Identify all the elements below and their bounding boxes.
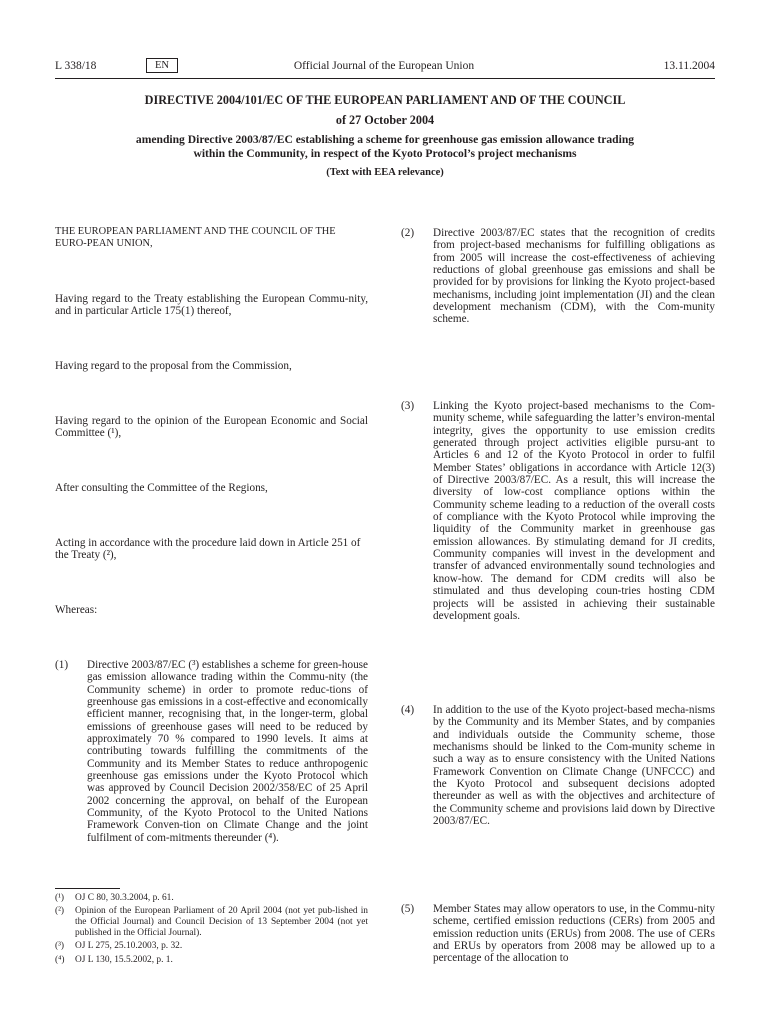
directive-subtitle-line2: within the Community, in respect of the Kyoto Protocol’s project mechanisms <box>193 147 577 160</box>
recital-4-text: In addition to the use of the Kyoto project-based mecha-nisms by the Community and its Member States, and by companies and individuals outside the Community scheme, those mechanisms should be linked to the Com-munity scheme in such a way as to ensure consistency with the United Nations Framework Convention on Climate Change (UNFCCC) and the Kyoto Protocol and subsequent decisions adopted thereunder as well as with the objectives and architecture of the Community scheme and provisions laid down by Directive 2003/87/EC. <box>433 704 715 828</box>
citation-esc-opinion: Having regard to the opinion of the European Economic and Social Committee (¹), <box>55 415 368 440</box>
footnote-2-text: Opinion of the European Parliament of 20 April 2004 (not yet pub-lished in the Official Journal) and Council Decision of 13 September 2004 (not yet published in the Official Journal). <box>75 906 368 939</box>
footnote-2-number: (²) <box>55 906 65 916</box>
preamble-parties: THE EUROPEAN PARLIAMENT AND THE COUNCIL OF THE EURO-PEAN UNION, <box>55 226 336 250</box>
citation-procedure: Acting in accordance with the procedure laid down in Article 251 of the Treaty (²), <box>55 537 361 562</box>
eea-relevance-note: (Text with EEA relevance) <box>326 167 444 178</box>
directive-title: DIRECTIVE 2004/101/EC OF THE EUROPEAN PARLIAMENT AND OF THE COUNCIL <box>144 93 626 107</box>
recital-3-text: Linking the Kyoto project-based mechanisms to the Com-munity scheme, while safeguarding the latter’s environ-mental integrity, gives the opportunity to use emission credits generated through project activities eligible pursu-ant to Articles 6 and 12 of the Kyoto Protocol in order to fulfil Member States’ obligations in accordance with Article 12(3) of Directive 2003/87/EC. As a result, this will increase the diversity of low-cost compliance options within the Community scheme leading to a reduction of the overall costs of compliance with the Kyoto Protocol while improving the liquidity of the Community market in greenhouse gas emission allowances. By stimulating demand for JI credits, Community companies will invest in the development and transfer of advanced environmentally sound technologies and know-how. The demand for CDM credits will also be stimulated and thus developing coun-tries hosting CDM projects will be assisted in achieving their sustainable development goals. <box>433 400 715 622</box>
recital-3-number: (3) <box>401 400 415 412</box>
footnote-3-text: OJ L 275, 25.10.2003, p. 32. <box>75 941 183 951</box>
journal-name: Official Journal of the European Union <box>293 60 475 72</box>
recital-5-text: Member States may allow operators to use, in the Commu-nity scheme, certified emission reductions (CERs) from 2005 and emission reduction units (ERUs) from 2008. The use of CERs and ERUs by operators from 2008 may be allowed up to a percentage of the allocation to <box>433 903 715 965</box>
footnote-1-number: (¹) <box>55 893 65 903</box>
recital-1-number: (1) <box>55 659 69 671</box>
footnote-separator <box>55 888 120 889</box>
footnote-4-number: (⁴) <box>55 955 65 965</box>
whereas-label: Whereas: <box>55 604 98 616</box>
citation-treaty: Having regard to the Treaty establishing the European Commu-nity, and in particular Article 175(1) thereof, <box>55 293 368 318</box>
recital-2-number: (2) <box>401 227 415 239</box>
citation-regions: After consulting the Committee of the Regions, <box>55 482 268 494</box>
footnote-4-text: OJ L 130, 15.5.2002, p. 1. <box>75 955 173 965</box>
recital-2-text: Directive 2003/87/EC states that the recognition of credits from project-based mechanisms for fulfilling obligations as from 2005 will increase the cost-effectiveness of achieving reductions of global greenhouse gas emissions and shall be provided for by provisions for linking the Kyoto project-based mechanisms, including joint implementation (JI) and the clean development mechanism (CDM), with the Com-munity scheme. <box>433 227 715 326</box>
footnote-3-number: (³) <box>55 941 65 951</box>
header-rule <box>55 78 715 79</box>
recital-5-number: (5) <box>401 903 415 915</box>
journal-reference: L 338/18 <box>55 60 97 72</box>
recital-1-text: Directive 2003/87/EC (³) establishes a scheme for green-house gas emission allowance trading within the Commu-nity (the Community scheme) in order to promote reduc-tions of greenhouse gas emissions in a cost-effective and economically efficient manner, recognising that, in the longer-term, global emissions of greenhouse gases will need to be reduced by approximately 70 % compared to 1990 levels. It aims at contributing towards fulfilling the commitments of the Community and its Member States to reduce anthropogenic greenhouse gas emissions under the Kyoto Protocol which was approved by Council Decision 2002/358/EC of 25 April 2002 concerning the approval, on behalf of the European Community, of the Kyoto Protocol to the United Nations Framework Conven-tion on Climate Change and the joint fulfilment of com-mitments thereunder (⁴). <box>87 659 368 844</box>
recital-4-number: (4) <box>401 704 415 716</box>
journal-date: 13.11.2004 <box>663 60 715 72</box>
language-code-box: EN <box>146 58 178 73</box>
citation-proposal: Having regard to the proposal from the Commission, <box>55 360 292 372</box>
footnote-1-text: OJ C 80, 30.3.2004, p. 61. <box>75 893 174 903</box>
directive-subtitle-line1: amending Directive 2003/87/EC establishing a scheme for greenhouse gas emission allowance trading <box>135 133 635 146</box>
directive-date: of 27 October 2004 <box>335 113 435 127</box>
